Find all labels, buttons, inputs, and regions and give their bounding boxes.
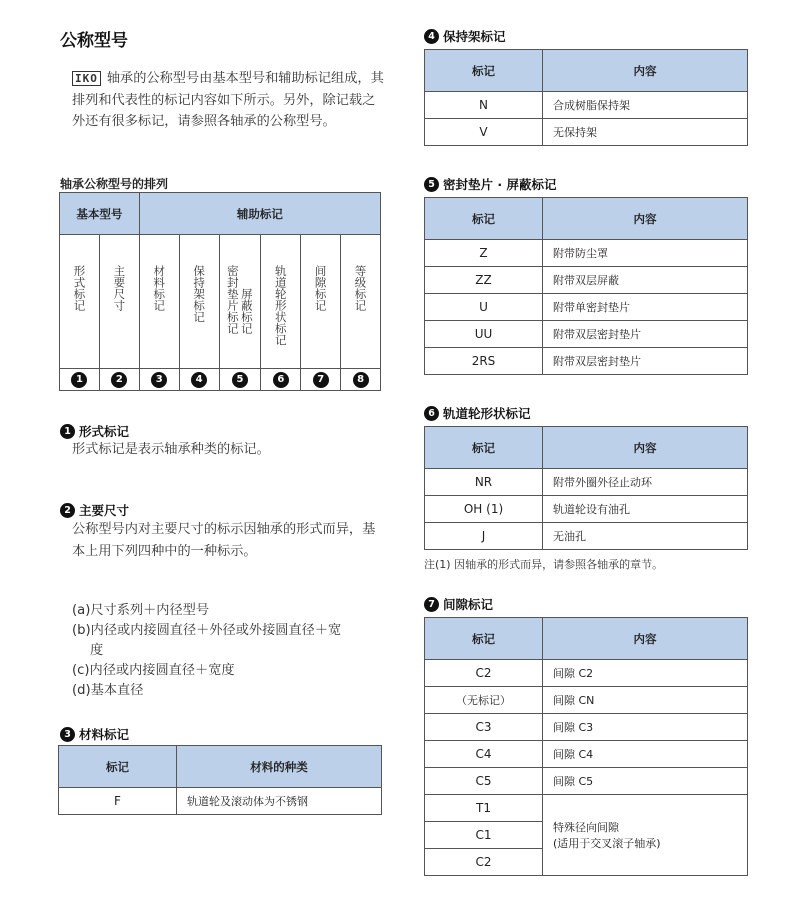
table-row	[59, 788, 382, 815]
table-row	[425, 660, 748, 687]
section-title: 材料标记	[79, 727, 130, 742]
number-badge: 4	[424, 29, 439, 44]
table-row	[425, 267, 748, 294]
cell-value: 间隙 CN	[543, 687, 748, 714]
cell-value: 附带双层密封垫片	[543, 321, 748, 348]
cell-value: 附带双层屏蔽	[543, 267, 748, 294]
col-label: 保持架标记	[192, 265, 207, 323]
material-table	[58, 745, 382, 815]
arrangement-table	[59, 192, 381, 391]
table-row	[425, 523, 748, 550]
cell-value: 无保持架	[543, 119, 748, 146]
group-aux-header: 辅助标记	[139, 193, 380, 235]
col-header: 内容	[543, 618, 748, 660]
cell-value: 轨道轮及滚动体为不锈钢	[177, 788, 382, 815]
cell-key: UU	[425, 321, 543, 348]
cell-value: 合成树脂保持架	[543, 92, 748, 119]
table-row	[425, 687, 748, 714]
table-row	[425, 348, 748, 375]
cell-key: NR	[425, 469, 543, 496]
col-label: 轨道轮形状标记	[273, 265, 288, 346]
cell-key: C3	[425, 714, 543, 741]
list-item: (d)基本直径	[72, 683, 144, 698]
cell-key: T1	[425, 795, 543, 822]
cell-key: 2RS	[425, 348, 543, 375]
cell-key: ZZ	[425, 267, 543, 294]
cell-value-special	[543, 795, 748, 876]
section-1-text: 形式标记是表示轴承种类的标记。	[72, 442, 270, 457]
col-header: 标记	[425, 618, 543, 660]
number-badge: 7	[424, 597, 439, 612]
cell-key: F	[59, 788, 177, 815]
cell-key: C2	[425, 849, 543, 876]
intro-paragraph	[72, 68, 384, 133]
cell-key: Z	[425, 240, 543, 267]
table-row	[425, 294, 748, 321]
number-badge: 5	[424, 177, 439, 192]
footnote: 注(1) 因轴承的形式而异，请参照各轴承的章节。	[424, 558, 664, 571]
cell-value: 间隙 C5	[543, 768, 748, 795]
cage-table	[424, 49, 748, 146]
col-header: 标记	[425, 50, 543, 92]
list-item: (c)内径或内接圆直径＋宽度	[72, 663, 235, 678]
table-row	[425, 92, 748, 119]
section-7-heading	[424, 595, 493, 613]
cell-key: OH (1)	[425, 496, 543, 523]
section-6-heading	[424, 404, 531, 422]
section-title: 主要尺寸	[79, 503, 130, 518]
section-title: 间隙标记	[443, 597, 494, 612]
col-label: 等级标记	[353, 265, 368, 311]
col-label: 间隙标记	[313, 265, 328, 311]
col-header: 内容	[543, 50, 748, 92]
cell-key: C2	[425, 660, 543, 687]
cell-value: 间隙 C4	[543, 741, 748, 768]
col-label-a: 密封垫片标记	[225, 265, 240, 334]
cell-value: 附带防尘罩	[543, 240, 748, 267]
col-header: 标记	[59, 746, 177, 788]
special-clearance: 特殊径向间隙	[553, 821, 619, 834]
col-label: 主要尺寸	[112, 265, 127, 311]
number-badge: 3	[151, 372, 167, 388]
cell-value: 附带外圈外径止动环	[543, 469, 748, 496]
cell-value: 附带双层密封垫片	[543, 348, 748, 375]
cell-value: 间隙 C3	[543, 714, 748, 741]
section-title: 密封垫片 · 屏蔽标记	[443, 177, 557, 192]
table-row	[425, 469, 748, 496]
col-header: 内容	[543, 427, 748, 469]
special-clearance-note: (适用于交叉滚子轴承)	[553, 837, 661, 850]
raceway-table	[424, 426, 748, 550]
col-header: 材料的种类	[177, 746, 382, 788]
dimension-list	[72, 601, 392, 701]
section-title: 形式标记	[79, 424, 130, 439]
number-badge: 3	[60, 727, 75, 742]
number-badge: 7	[313, 372, 329, 388]
number-badge: 6	[424, 406, 439, 421]
table-row	[425, 119, 748, 146]
section-2-heading	[60, 501, 129, 519]
table-row	[425, 240, 748, 267]
section-1-heading	[60, 422, 129, 440]
section-title: 保持架标记	[443, 29, 506, 44]
col-label: 材料标记	[152, 265, 167, 311]
number-badge: 5	[232, 372, 248, 388]
table-row	[425, 496, 748, 523]
cell-key: C5	[425, 768, 543, 795]
list-item: (b)内径或内接圆直径＋外径或外接圆直径＋宽	[72, 623, 342, 638]
section-3-heading	[60, 725, 129, 743]
col-header: 内容	[543, 198, 748, 240]
cell-key: V	[425, 119, 543, 146]
number-badge: 4	[191, 372, 207, 388]
section-4-heading	[424, 27, 506, 45]
number-badge: 2	[111, 372, 127, 388]
table-row	[425, 768, 748, 795]
cell-key: U	[425, 294, 543, 321]
cell-key: C4	[425, 741, 543, 768]
cell-key: J	[425, 523, 543, 550]
section-2-text: 公称型号内对主要尺寸的标示因轴承的形式而异，基本上用下列四种中的一种标示。	[72, 522, 376, 559]
cell-value: 无油孔	[543, 523, 748, 550]
number-badge: 8	[353, 372, 369, 388]
arrangement-title: 轴承公称型号的排列	[60, 177, 169, 191]
table-row	[425, 714, 748, 741]
cell-value: 附带单密封垫片	[543, 294, 748, 321]
cell-key: N	[425, 92, 543, 119]
clearance-table	[424, 617, 748, 876]
intro-text: 轴承的公称型号由基本型号和辅助标记组成，其排列和代表性的标记内容如下所示。另外，除记载之外还有很多标记，请参照各轴承的公称型号。	[72, 71, 384, 129]
list-item: 度	[90, 643, 104, 658]
table-row	[425, 741, 748, 768]
number-badge: 2	[60, 503, 75, 518]
table-row	[425, 795, 748, 822]
number-badge: 6	[273, 372, 289, 388]
section-5-heading	[424, 175, 556, 193]
group-basic-header: 基本型号	[60, 193, 140, 235]
section-title: 轨道轮形状标记	[443, 406, 531, 421]
table-row	[425, 321, 748, 348]
number-badge: 1	[60, 424, 75, 439]
cell-key: （无标记）	[425, 687, 543, 714]
page-title: 公称型号	[60, 31, 128, 51]
col-header: 标记	[425, 427, 543, 469]
number-badge: 1	[71, 372, 87, 388]
cell-key: C1	[425, 822, 543, 849]
col-header: 标记	[425, 198, 543, 240]
seal-table	[424, 197, 748, 375]
brand-logo: IKO	[72, 71, 101, 86]
col-label: 形式标记	[72, 265, 87, 311]
cell-value: 轨道轮设有油孔	[543, 496, 748, 523]
list-item: (a)尺寸系列＋内径型号	[72, 603, 210, 618]
cell-value: 间隙 C2	[543, 660, 748, 687]
col-label-b: 屏蔽标记	[239, 288, 254, 334]
